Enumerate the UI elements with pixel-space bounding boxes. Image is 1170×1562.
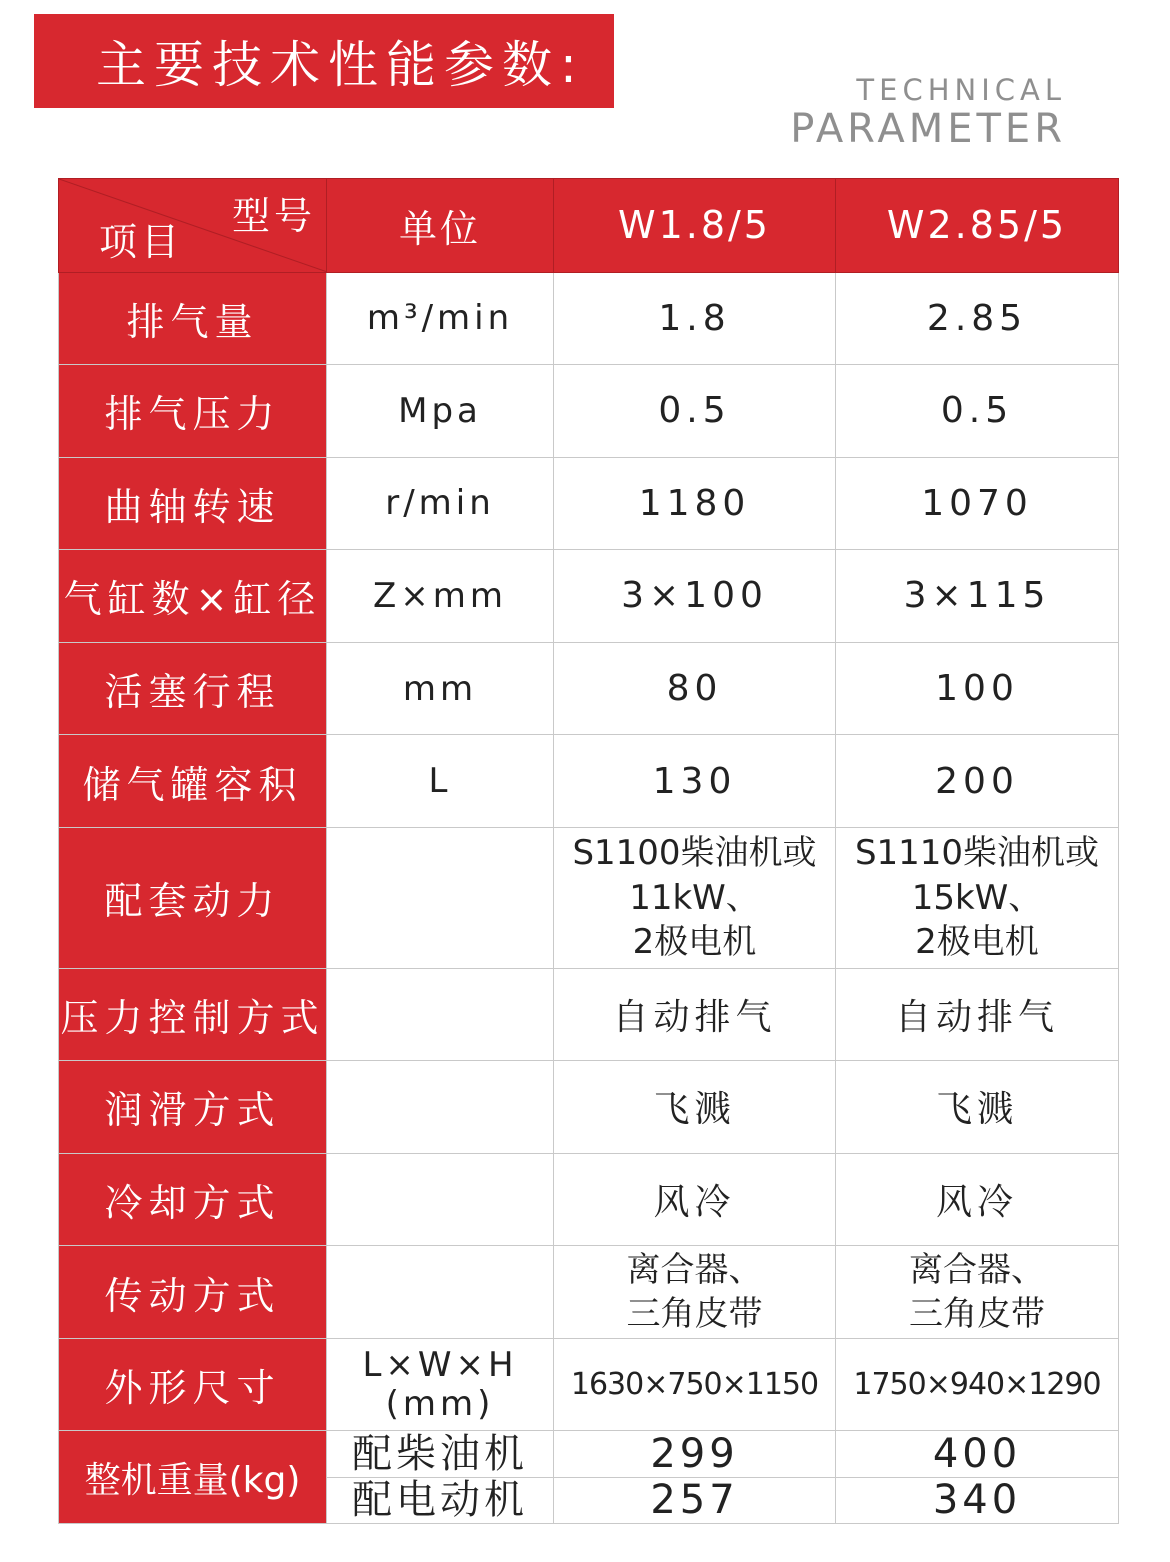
row-value-model-2 [836, 827, 1119, 968]
row-item-label: 曲轴转速 [59, 457, 327, 550]
spec-table [58, 178, 1119, 1524]
electric-weight-model-1: 257 [554, 1477, 836, 1523]
row-value-model-1-line: 11kW、 [629, 877, 760, 918]
diesel-label: 配柴油机 [327, 1431, 554, 1477]
table-row [59, 1246, 1119, 1339]
row-unit: Z×mm [327, 550, 554, 643]
diesel-weight-model-2: 400 [836, 1431, 1119, 1477]
table-header-row [59, 179, 1119, 273]
row-value-model-2-line: 2极电机 [915, 921, 1039, 962]
table-row [59, 735, 1119, 828]
weight-item-label: 整机重量(kg) [59, 1431, 327, 1524]
row-unit: L [327, 735, 554, 828]
row-value-model-1: 1630×750×1150 [554, 1338, 836, 1431]
row-value-model-1: 风冷 [554, 1153, 836, 1246]
row-unit [327, 1338, 554, 1431]
row-value-model-2-line: 15kW、 [911, 877, 1043, 918]
row-unit [327, 1061, 554, 1154]
table-row [59, 272, 1119, 365]
technical-label: TECHNICAL [856, 73, 1066, 107]
row-value-model-1-line: 三角皮带 [626, 1294, 763, 1335]
row-value-model-2: 0.5 [836, 365, 1119, 458]
row-value-model-1: 自动排气 [554, 968, 836, 1061]
row-item-label: 排气压力 [59, 365, 327, 458]
corner-model-label: 型号 [231, 194, 316, 238]
row-value-model-2: 1070 [836, 457, 1119, 550]
technical-parameter-label [790, 73, 1066, 152]
row-value-model-1: 1.8 [554, 272, 836, 365]
row-value-model-1: 飞溅 [554, 1061, 836, 1154]
row-value-model-2: 风冷 [836, 1153, 1119, 1246]
row-unit: r/min [327, 457, 554, 550]
row-unit [327, 1153, 554, 1246]
row-item-label: 压力控制方式 [59, 968, 327, 1061]
row-unit: m³/min [327, 272, 554, 365]
row-item-label: 储气罐容积 [59, 735, 327, 828]
table-row [59, 457, 1119, 550]
row-unit: Mpa [327, 365, 554, 458]
row-item-label: 气缸数×缸径 [59, 550, 327, 643]
row-unit [327, 827, 554, 968]
row-value-model-2: 1750×940×1290 [836, 1338, 1119, 1431]
row-item-label: 外形尺寸 [59, 1338, 327, 1431]
table-row [59, 1153, 1119, 1246]
row-value-model-1 [554, 827, 836, 968]
row-value-model-2: 飞溅 [836, 1061, 1119, 1154]
row-value-model-2-line: 三角皮带 [909, 1294, 1045, 1335]
diesel-weight-model-1: 299 [554, 1431, 836, 1477]
weight-row-diesel [59, 1431, 1119, 1477]
row-value-model-1 [554, 1246, 836, 1339]
row-value-model-2-line: S1110柴油机或 [854, 833, 1100, 874]
row-item-label: 排气量 [59, 272, 327, 365]
row-item-label: 传动方式 [59, 1246, 327, 1339]
table-row [59, 365, 1119, 458]
table-row [59, 642, 1119, 735]
table-row [59, 827, 1119, 968]
row-value-model-2: 200 [836, 735, 1119, 828]
row-value-model-2: 3×115 [836, 550, 1119, 643]
row-value-model-2: 自动排气 [836, 968, 1119, 1061]
table-row [59, 968, 1119, 1061]
row-item-label: 冷却方式 [59, 1153, 327, 1246]
row-value-model-2: 100 [836, 642, 1119, 735]
row-value-model-1: 80 [554, 642, 836, 735]
row-value-model-1-line: S1100柴油机或 [572, 833, 817, 874]
unit-header: 单位 [327, 179, 554, 273]
row-item-label: 润滑方式 [59, 1061, 327, 1154]
table-row [59, 1338, 1119, 1431]
corner-cell [59, 179, 327, 273]
row-value-model-1: 3×100 [554, 550, 836, 643]
row-value-model-2 [836, 1246, 1119, 1339]
model-header-1: W1.8/5 [554, 179, 836, 273]
electric-label: 配电动机 [327, 1477, 554, 1523]
table-row [59, 550, 1119, 643]
row-item-label: 活塞行程 [59, 642, 327, 735]
row-unit-line: L×W×H [362, 1344, 518, 1385]
row-value-model-1-line: 2极电机 [632, 921, 757, 962]
row-value-model-1: 1180 [554, 457, 836, 550]
row-value-model-1: 0.5 [554, 365, 836, 458]
row-value-model-1-line: 离合器、 [626, 1249, 763, 1290]
row-value-model-1: 130 [554, 735, 836, 828]
page-title: 主要技术性能参数: [34, 14, 614, 108]
corner-item-label: 项目 [99, 219, 184, 264]
row-value-model-2-line: 离合器、 [909, 1249, 1045, 1290]
row-unit [327, 1246, 554, 1339]
row-unit [327, 968, 554, 1061]
row-item-label: 配套动力 [59, 827, 327, 968]
row-value-model-2: 2.85 [836, 272, 1119, 365]
electric-weight-model-2: 340 [836, 1477, 1119, 1523]
row-unit: mm [327, 642, 554, 735]
model-header-2: W2.85/5 [836, 179, 1119, 273]
table-row [59, 1061, 1119, 1154]
parameter-label: PARAMETER [790, 106, 1066, 152]
row-unit-line: (mm) [385, 1383, 495, 1424]
